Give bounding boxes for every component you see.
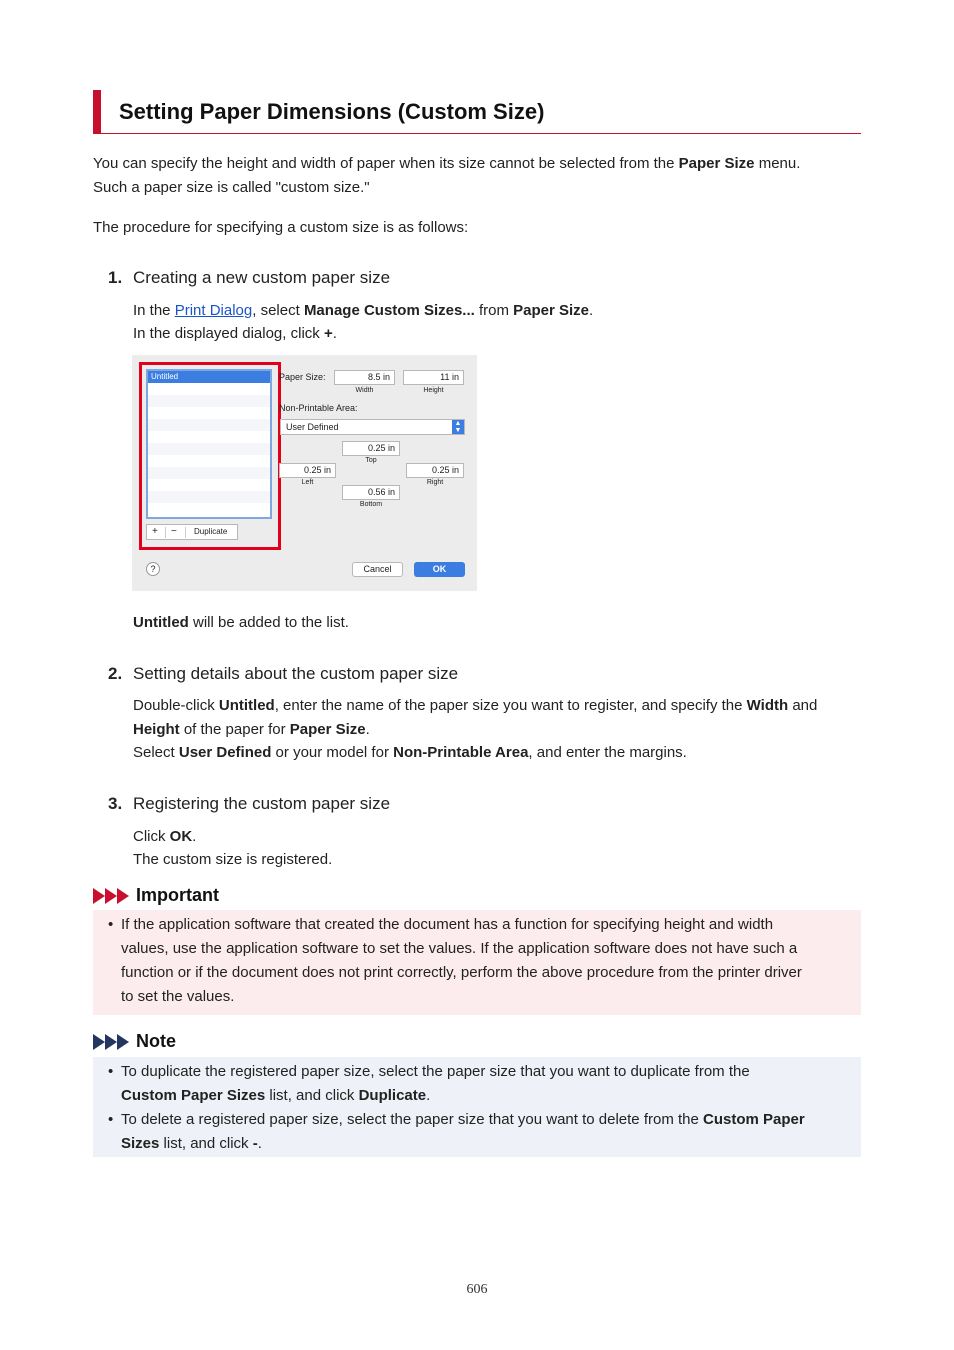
step-3-line-1: Click OK.: [133, 828, 197, 845]
intro-line-1: You can specify the height and width of paper when its size cannot be selected from the Paper Size menu.: [93, 155, 801, 172]
bottom-margin-input[interactable]: 0.56 in: [342, 485, 400, 500]
print-dialog-link[interactable]: Print Dialog: [174, 302, 253, 319]
important-line-3: function or if the document does not print correctly, perform the above procedure from the printer driver: [121, 964, 802, 981]
right-caption: Right: [426, 479, 444, 486]
step-3-title: Registering the custom paper size: [133, 794, 391, 813]
top-margin-input[interactable]: 0.25 in: [342, 441, 400, 456]
note-box: [93, 1057, 861, 1157]
note-item-2-line-2: Sizes list, and click -.: [121, 1135, 262, 1152]
left-caption: Left: [301, 479, 314, 486]
top-caption: Top: [365, 457, 377, 464]
step-1-line-1: In the Print Dialog, select Manage Custom Sizes... from Paper Size.: [133, 302, 594, 319]
duplicate-button[interactable]: Duplicate: [194, 527, 228, 536]
area-selected-value: User Defined: [286, 422, 339, 432]
step-1-title: Creating a new custom paper size: [133, 268, 391, 287]
step-3-line-2: The custom size is registered.: [133, 851, 333, 868]
right-margin-input[interactable]: 0.25 in: [406, 463, 464, 478]
page-number: 606: [466, 1282, 488, 1297]
step-3-number: 3.: [108, 794, 123, 813]
step-2-line-3: Select User Defined or your model for Non-Printable Area, and enter the margins.: [133, 744, 687, 761]
bottom-caption: Bottom: [359, 501, 383, 508]
bullet: •: [108, 1063, 114, 1080]
note-item-1-line-2: Custom Paper Sizes list, and click Duplicate.: [121, 1087, 431, 1104]
step-2-title: Setting details about the custom paper size: [133, 664, 459, 683]
cancel-button[interactable]: Cancel: [352, 562, 403, 577]
height-caption: Height: [423, 387, 444, 394]
title-accent-bar: [93, 90, 101, 133]
step-2-number: 2.: [108, 664, 123, 683]
note-item-2-line-1: To delete a registered paper size, select the paper size that you want to delete from the Custom Paper: [121, 1111, 805, 1128]
non-printable-area-select[interactable]: [280, 419, 465, 435]
height-input[interactable]: 11 in: [403, 370, 464, 385]
step-1-line-2: In the displayed dialog, click +.: [133, 325, 337, 342]
bullet: •: [108, 916, 114, 933]
note-item-1-line-1: To duplicate the registered paper size, select the paper size that you want to duplicate from the: [121, 1063, 750, 1080]
add-button[interactable]: +: [152, 526, 158, 537]
width-caption: Width: [355, 387, 374, 394]
important-box: [93, 910, 861, 1015]
help-button[interactable]: ?: [146, 562, 160, 576]
step-1-result: Untitled will be added to the list.: [133, 614, 349, 631]
title-section: [93, 90, 861, 134]
paper-size-label: Paper Size:: [279, 372, 326, 382]
left-margin-input[interactable]: 0.25 in: [279, 463, 336, 478]
step-2-line-2: Height of the paper for Paper Size.: [133, 721, 370, 738]
page-title: Setting Paper Dimensions (Custom Size): [119, 99, 545, 124]
highlight-frame: [139, 362, 281, 550]
intro-line-2: Such a paper size is called "custom size.": [93, 179, 370, 196]
step-2-line-1: Double-click Untitled, enter the name of the paper size you want to register, and specify the Width and: [133, 697, 818, 714]
remove-button[interactable]: −: [171, 526, 177, 537]
important-line-1: If the application software that created the document has a function for specifying height and width: [121, 916, 774, 933]
important-line-2: values, use the application software to set the values. If the application software does not have such a: [121, 940, 798, 957]
procedure-intro: The procedure for specifying a custom size is as follows:: [93, 219, 469, 236]
important-line-4: to set the values.: [121, 988, 235, 1005]
chevron-updown-icon: ▲ ▼: [452, 420, 464, 434]
bullet: •: [108, 1111, 114, 1128]
list-item-untitled[interactable]: Untitled: [148, 371, 270, 383]
ok-button[interactable]: OK: [414, 562, 465, 577]
non-printable-area-label: Non-Printable Area:: [279, 403, 358, 413]
width-input[interactable]: 8.5 in: [334, 370, 395, 385]
step-1-number: 1.: [108, 268, 123, 287]
